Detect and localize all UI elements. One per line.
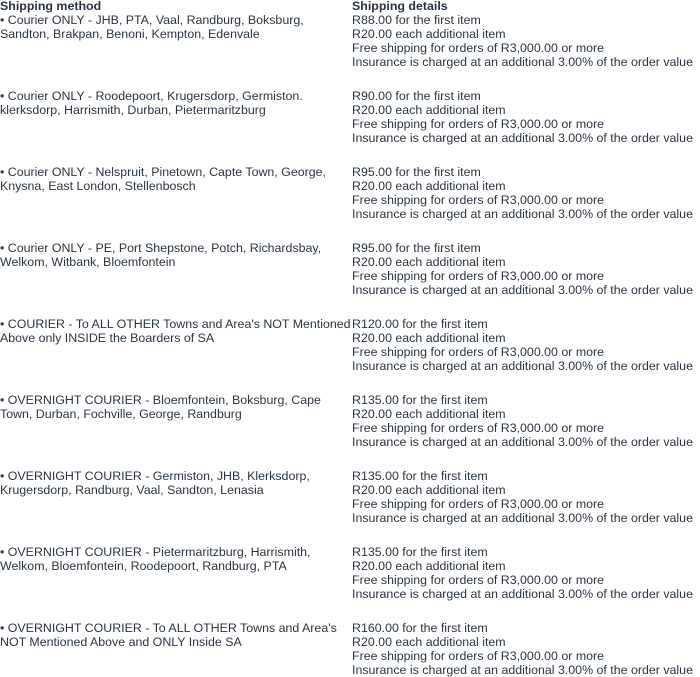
free-shipping-note: Free shipping for orders of R3,000.00 or more [352,573,605,587]
first-item-price: R88.00 for the first item [352,13,481,27]
free-shipping-note: Free shipping for orders of R3,000.00 or more [352,421,605,435]
shipping-method-cell: • Courier ONLY - Nelspruit, Pinetown, Capte Town, George, Knysna, East London, Stellenbosch [0,165,326,193]
first-item-price: R135.00 for the first item [352,393,488,407]
shipping-details-cell [352,89,700,145]
shipping-details-cell [352,241,700,297]
table-row [0,469,700,525]
shipping-details-cell [352,545,700,601]
insurance-note: Insurance is charged at an additional 3.00% of the order value [352,55,693,69]
insurance-note: Insurance is charged at an additional 3.00% of the order value [352,131,693,145]
additional-item-price: R20.00 each additional item [352,179,506,193]
table-row [0,317,700,373]
free-shipping-note: Free shipping for orders of R3,000.00 or more [352,345,605,359]
shipping-details-cell [352,13,700,69]
row-spacer [0,601,700,621]
shipping-method-cell: • COURIER - To ALL OTHER Towns and Area's NOT Mentioned Above only INSIDE the Boarders of SA [0,317,351,345]
table-row [0,393,700,449]
additional-item-price: R20.00 each additional item [352,483,506,497]
first-item-price: R135.00 for the first item [352,469,488,483]
row-spacer [0,145,700,165]
insurance-note: Insurance is charged at an additional 3.00% of the order value [352,283,693,297]
insurance-note: Insurance is charged at an additional 3.00% of the order value [352,587,693,601]
row-spacer [0,297,700,317]
shipping-method-cell: • Courier ONLY - PE, Port Shepstone, Potch, Richardsbay, Welkom, Witbank, Bloemfontein [0,241,322,269]
free-shipping-note: Free shipping for orders of R3,000.00 or more [352,497,605,511]
free-shipping-note: Free shipping for orders of R3,000.00 or more [352,193,605,207]
first-item-price: R160.00 for the first item [352,621,488,635]
row-spacer [0,449,700,469]
insurance-note: Insurance is charged at an additional 3.00% of the order value [352,511,693,525]
additional-item-price: R20.00 each additional item [352,27,506,41]
first-item-price: R95.00 for the first item [352,165,481,179]
insurance-note: Insurance is charged at an additional 3.00% of the order value [352,435,693,449]
first-item-price: R135.00 for the first item [352,545,488,559]
free-shipping-note: Free shipping for orders of R3,000.00 or more [352,41,605,55]
shipping-method-cell: • OVERNIGHT COURIER - Germiston, JHB, Klerksdorp, Krugersdorp, Randburg, Vaal, Sandton, Lenasia [0,469,310,497]
table-row [0,89,700,145]
table-row [0,621,700,677]
shipping-method-cell: • OVERNIGHT COURIER - To ALL OTHER Towns and Area's NOT Mentioned Above and ONLY Inside SA [0,621,337,649]
table-row [0,165,700,221]
table-row [0,13,700,69]
free-shipping-note: Free shipping for orders of R3,000.00 or more [352,117,605,131]
additional-item-price: R20.00 each additional item [352,635,506,649]
row-spacer [0,69,700,89]
free-shipping-note: Free shipping for orders of R3,000.00 or more [352,269,605,283]
first-item-price: R90.00 for the first item [352,89,481,103]
additional-item-price: R20.00 each additional item [352,559,506,573]
shipping-details-cell [352,165,700,221]
row-spacer [0,525,700,545]
shipping-details-cell [352,317,700,373]
shipping-details-header: Shipping details [352,0,448,13]
insurance-note: Insurance is charged at an additional 3.00% of the order value [352,663,693,677]
insurance-note: Insurance is charged at an additional 3.00% of the order value [352,207,693,221]
shipping-method-cell: • Courier ONLY - Roodepoort, Krugersdorp, Germiston. klerksdorp, Harrismith, Durban, Pietermaritzburg [0,89,303,117]
shipping-method-cell: • OVERNIGHT COURIER - Bloemfontein, Boksburg, Cape Town, Durban, Fochville, George, Randburg [0,393,321,421]
shipping-details-cell [352,621,700,677]
shipping-details-cell [352,469,700,525]
insurance-note: Insurance is charged at an additional 3.00% of the order value [352,359,693,373]
additional-item-price: R20.00 each additional item [352,407,506,421]
table-row [0,545,700,601]
additional-item-price: R20.00 each additional item [352,255,506,269]
row-spacer [0,373,700,393]
shipping-method-header: Shipping method [0,0,102,13]
shipping-method-cell: • OVERNIGHT COURIER - Pietermaritzburg, Harrismith, Welkom, Bloemfontein, Roodepoort, Randburg, PTA [0,545,311,573]
row-spacer [0,221,700,241]
additional-item-price: R20.00 each additional item [352,331,506,345]
shipping-method-cell: • Courier ONLY - JHB, PTA, Vaal, Randburg, Boksburg, Sandton, Brakpan, Benoni, Kempton, Edenvale [0,13,304,41]
free-shipping-note: Free shipping for orders of R3,000.00 or more [352,649,605,663]
first-item-price: R95.00 for the first item [352,241,481,255]
additional-item-price: R20.00 each additional item [352,103,506,117]
table-row [0,241,700,297]
table-header-row [0,0,700,13]
shipping-details-cell [352,393,700,449]
first-item-price: R120.00 for the first item [352,317,488,331]
